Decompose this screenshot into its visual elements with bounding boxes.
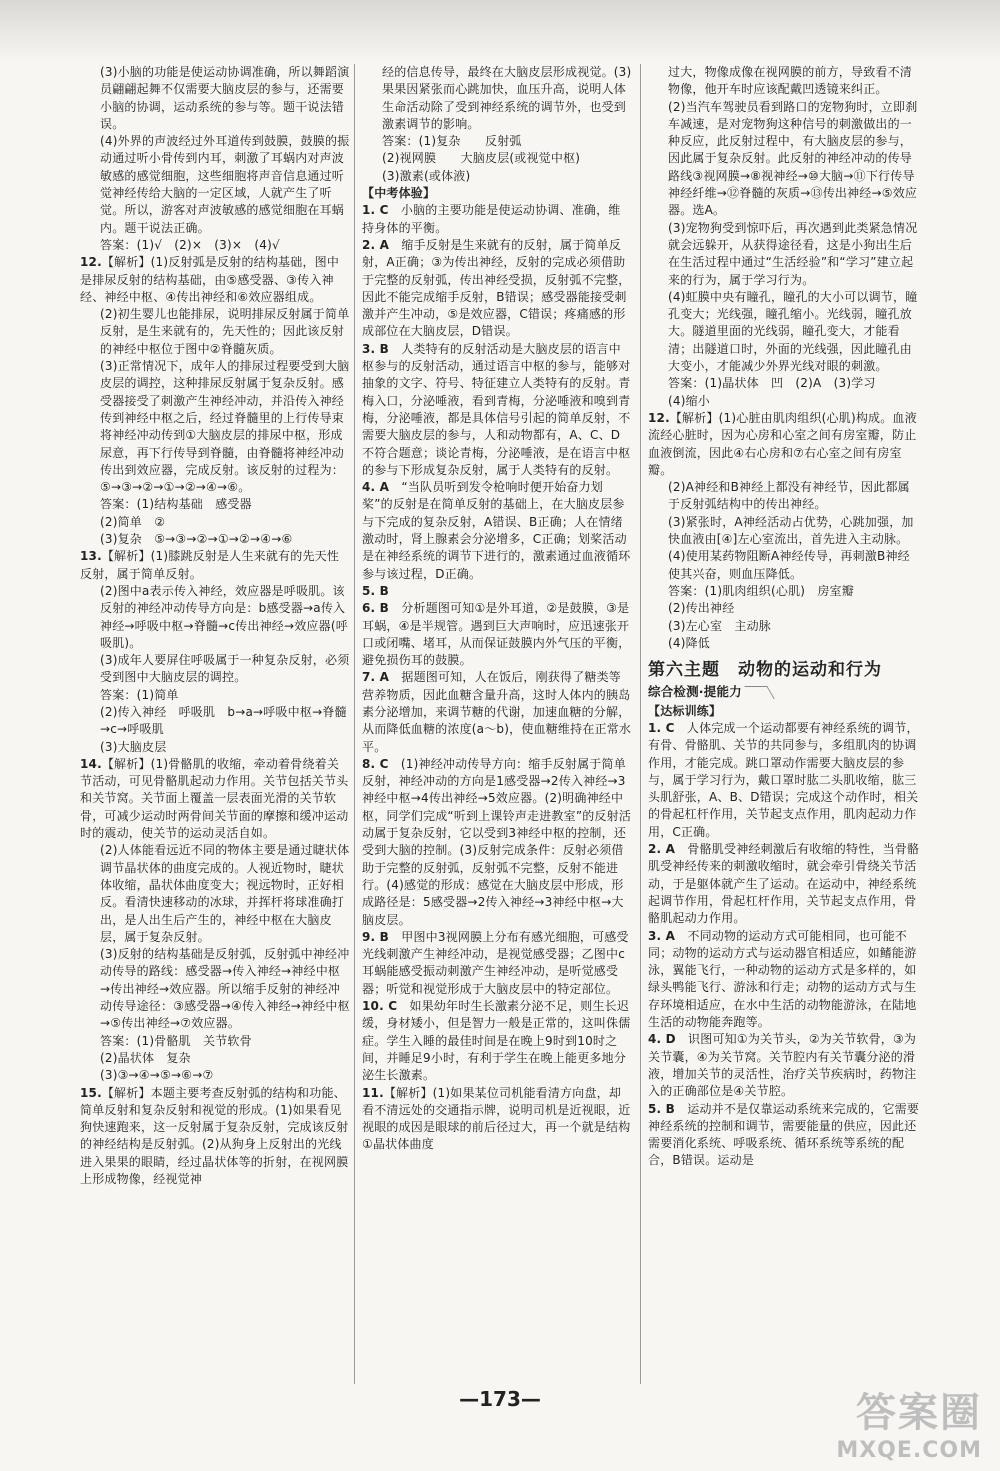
watermark [836,1381,982,1463]
paragraph-text: (2)简单 ② [100,514,166,529]
paragraph-text: (4)虹膜中央有瞳孔，瞳孔的大小可以调节，瞳孔变大；光线强，瞳孔缩小。光线弱，瞳孔放大。隧道里面的光线弱，瞳孔变大，才能看清；出隧道口时，外面的光线强，因此瞳孔由大变小，才能减少外界光线对眼的刺激。 [668,289,918,374]
question-number: 3. A [648,928,676,943]
paragraph-text: (2)视网膜 大脑皮层(或视觉中枢) [382,151,581,166]
answer-paragraph [80,237,350,254]
paragraph-text: (4)使用某药物阻断A神经传导，再刺激B神经使其兴奋，则血压降低。 [668,549,910,581]
paragraph-text: 答案：(1)复杂 反射弧 [382,134,522,149]
answer-paragraph [80,254,350,306]
question-number: 13. [80,549,102,564]
answer-paragraph [80,358,350,496]
answer-paragraph [362,1085,632,1154]
paragraph-text: (2)图中a表示传入神经，效应器是呼吸肌。该反射的神经冲动传导方向是：b感受器→a传入神经→呼吸中枢→脊髓→c传出神经→效应器(呼吸肌)。 [100,583,348,650]
paragraph-text: 答案：(1)肌肉组织(心肌) 房室瓣 [668,583,854,598]
paragraph-text: 人体完成一个运动都要有神经系统的调节，有骨、骨骼肌、关节的共同参与，多组肌肉的协调作用，才能完成。跳口罩动作需要大脑皮层的参与，属于学习行为，戴口罩时肱二头肌收缩，肱三头肌舒张，A、B、D错误；完成这个动作时，相关的骨起杠杆作用，关节起支点作用，肌肉起动力作用，C正确。 [648,720,919,839]
answer-paragraph [80,842,350,946]
question-number: 11. [362,1085,384,1100]
answer-paragraph [648,393,920,410]
paragraph-text: 骨骼肌受神经刺激后有收缩的特性，当骨骼肌受神经传来的刺激收缩时，就会牵引骨绕关节活动，于是躯体就产生了运动。在运动中，神经系统起调节作用，骨起杠杆作用，关节起支点作用，骨骼肌起动力作用。 [648,842,920,926]
answer-paragraph [648,600,920,617]
answer-paragraph [362,998,632,1084]
answer-paragraph [648,1101,920,1170]
answer-paragraph [80,652,350,687]
paragraph-text: 答案：(1)骨骼肌 关节软骨 [100,1033,252,1048]
answer-paragraph [362,202,632,237]
answer-paragraph [80,946,350,1032]
paragraph-text: (4)外界的声波经过外耳道传到鼓膜，鼓膜的振动通过听小骨传到内耳，刺激了耳蜗内对声波敏感的感觉细胞，这些细胞将声音信息通过听觉神经传给大脑的一定区域，人就产生了听觉。所以，游客对声波敏感的感觉细胞在耳蜗内。题干说法正确。 [100,134,350,235]
answer-paragraph [648,99,920,220]
question-number: 15. [80,1085,102,1100]
paragraph-text: 小脑的主要功能是使运动协调、准确，维持身体的平衡。 [362,203,621,235]
paragraph-text: 【解析】本题主要考查反射弧的结构和功能、简单反射和复杂反射和视觉的形成。(1)如果看见狗快速跑来，这一反射属于复杂反射，完成该反射的神经结构是反射弧。(2)从狗身上反射出的光线进入果果的眼睛，经过晶状体等的折射，在视网膜上形成物像，经视觉神 [80,1085,349,1186]
answer-paragraph [80,1033,350,1050]
right-column-answers [648,64,920,652]
question-number: 12. [80,255,102,270]
answer-paragraph [362,583,632,600]
answer-paragraph [80,704,350,739]
answer-paragraph [362,133,632,150]
right-column-exercises [648,720,920,1170]
answer-paragraph [362,756,632,929]
paragraph-text: (4)降低 [668,635,710,650]
answer-paragraph [362,237,632,341]
page-header-shade [0,0,1000,62]
subtitle-text: 综合检测·提能力 [648,684,742,700]
answer-paragraph [648,375,920,392]
paragraph-text: 【解析】(1)骨骼肌的收缩，牵动着骨绕着关节活动，可见骨骼肌起动力作用。关节包括关节头和关节窝。关节面上覆盖一层表面光滑的关节软骨，可减少运动时两骨间关节面的摩擦和缓冲运动时的震动，使关节的运动灵活自如。 [80,756,349,841]
answer-paragraph [648,514,920,549]
paragraph-text: 【解析】(1)如果某位司机能看清方向盘，却看不清远处的交通指示牌，说明司机是近视眼，近视眼的成因是眼球的前后径过大，再一个就是结构①晶状体曲度 [362,1085,631,1152]
paragraph-text: 【解析】(1)心脏由肌肉组织(心肌)构成。血液流经心脏时，因为心房和心室之间有房室瓣，防止血液倒流，因此④右心房和⑦右心室之间有房室瓣。 [648,410,917,477]
answer-paragraph [648,1031,920,1100]
paragraph-text: 缩手反射是生来就有的反射，属于简单反射，A正确；③为传出神经，反射的完成必须借助于完整的反射弧，传出神经受损，反射弧不完整，因此不能完成缩手反射，B错误；感受器能接受刺激并产生冲动，⑤是效应器，C错误；疼痛感的形成部位在大脑皮层，D错误。 [362,237,631,339]
paragraph-text: (3)复杂 ⑤→③→②→①→②→④→⑥ [100,532,293,547]
question-number: 8. C [362,756,389,771]
answer-paragraph [648,548,920,583]
answer-paragraph [648,720,920,841]
answer-paragraph [362,669,632,755]
question-number: 14. [80,756,102,771]
column-middle [362,64,632,1154]
answer-paragraph [80,306,350,358]
question-number: 6. B [362,601,390,616]
answer-paragraph [362,341,632,479]
paragraph-text: 甲图中3视网膜上分布有感光细胞，可感受光线刺激产生神经冲动，是视觉感受器；乙图中c耳蜗能感受振动刺激产生神经冲动，是听觉感受器；听觉和视觉形成于大脑皮层中的特定部位。 [362,929,629,996]
paragraph-text: (2)初生婴儿也能排尿，说明排尿反射属于简单反射，是生来就有的，先天性的；因此该反射的神经中枢位于图中②脊髓灰质。 [100,307,350,356]
answer-paragraph [648,618,920,635]
question-number: 7. A [362,670,390,685]
question-number: 2. A [362,237,390,252]
question-number: 1. C [648,720,675,735]
paragraph-text: 不同动物的运动方式可能相同，也可能不同；动物的运动方式与运动器官相适应，如鳍能游泳，翼能飞行，一种动物的运动方式是多样的，如绿头鸭能飞行、游泳和行走；动物的运动方式与生存环境相适应，在水中生活的动物能游泳，在陆地生活的动物能奔跑等。 [648,928,917,1030]
answer-paragraph [648,841,920,927]
paragraph-text: (2)当汽车驾驶员看到路口的宠物狗时，立即刹车减速，是对宠物狗这种信号的刺激做出的一种反应，此反射过程中，有大脑皮层的参与，因此属于复杂反射。此反射的神经冲动的传导路线③视网膜→⑧视神经→⑩大脑→⑪下行传导神经纤维→⑫脊髓的灰质→⑬传出神经→⑤效应器。选A。 [668,99,918,218]
question-number: 5. B [648,1101,676,1116]
answer-paragraph [362,150,632,167]
paragraph-text: 过大，物像成像在视网膜的前方，导致看不清物像，他开车时应该配戴凹透镜来纠正。 [668,65,913,97]
paragraph-text: (3)小脑的功能是使运动协调准确，所以舞蹈演员翩翩起舞不仅需要大脑皮层的参与，还需要小脑的协调，运动系统的参与等。题干说法错误。 [100,65,350,131]
question-number: 10. C [362,999,398,1014]
paragraph-text: (3)③→④→⑤→⑥→⑦ [100,1068,214,1083]
answer-paragraph [648,410,920,479]
answer-paragraph [80,739,350,756]
section-subtitle [648,683,920,700]
sub-heading: 【达标训练】 [648,703,722,718]
answer-paragraph [80,1067,350,1084]
answer-paragraph [648,220,920,289]
answer-paragraph [80,756,350,842]
paragraph-text: (2)A神经和B神经上都没有神经节，因此都属于反射弧结构中的传出神经。 [668,480,910,512]
answer-paragraph [80,496,350,513]
question-number: 2. A [648,842,676,857]
paragraph-text: “当队员听到发令枪响时便开始奋力划桨”的反射是在简单反射的基础上，在大脑皮层参与下完成的复杂反射，A错误、B正确；人在情绪激动时，肾上腺素会分泌增多，C正确；划桨活动是在神经系统的调节下进行的，激素通过血液循环参与该过程，D正确。 [362,480,631,581]
question-number: 12. [648,410,670,425]
answer-paragraph [80,548,350,583]
paragraph-text: (3)大脑皮层 [100,739,167,754]
paragraph-text: 答案：(1)结构基础 感受器 [100,497,252,512]
paragraph-text: (2)晶状体 复杂 [100,1050,191,1065]
paragraph-text: (1)神经冲动传导方向：缩手反射属于简单反射，神经冲动的方向是1感受器→2传入神经→3神经中枢→4传出神经→5效应器。(2)明确神经中枢，同学们完成“听到上课铃声走进教室”的反射活动属于复杂反射，它以受到3神经中枢的控制，还受到大脑的控制。(3)反射完成条件：反射必须借助于完整的反射弧，反射弧不完整，反射不能进行。(4)感觉的形成：感觉在大脑皮层中形成，形成路径是：5感受器→2传入神经→3神经中枢→大脑皮层。 [362,756,632,927]
question-number: 5. B [362,583,390,598]
column-divider [640,64,641,1384]
paragraph-text: 答案：(1)晶状体 凹 (2)A (3)学习 [668,376,876,391]
question-number: 4. A [362,480,390,495]
paragraph-text: 经的信息传导，最终在大脑皮层形成视觉。(3)果果因紧张而心跳加快，血压升高，说明人体生命活动除了受到神经系统的调节外，也受到激素调节的影响。 [382,65,632,131]
paragraph-text: 【解析】(1)反射弧是反射的结构基础，图中是排尿反射的结构基础，由⑤感受器、③传入神经、神经中枢、④传出神经和⑥效应器组成。 [80,255,340,304]
answer-paragraph [648,289,920,375]
watermark-logo: 答案圈 [856,1390,982,1436]
answer-paragraph [80,1085,350,1189]
question-number: 1. C [362,203,389,218]
paragraph-text: (3)反射的结构基础是反射弧，反射弧中神经冲动传导的路线：感受器→传入神经→神经中枢→传出神经→效应器。所以缩手反射的神经冲动传导途径：③感受器→④传入神经→神经中枢→⑤传出神经→⑦效应器。 [100,947,350,1031]
answer-paragraph [80,687,350,704]
paragraph-text: (3)左心室 主动脉 [668,618,771,633]
answer-paragraph [648,928,920,1032]
answer-paragraph [648,635,920,652]
paragraph-text: 如果幼年时生长激素分泌不足，则生长迟缓，身材矮小，但是智力一般是正常的，这叫侏儒症。学生入睡的最佳时间是在晚上9时到10时之间，并睡足9小时，有利于学生在晚上能更多地分泌生长激素。 [362,999,631,1083]
paragraph-text: 识图可知①为关节头，②为关节软骨，③为关节囊，④为关节窝。关节腔内有关节囊分泌的滑液，增加关节的灵活性，治疗关节疾病时，药物注入的正确部位是④关节腔。 [648,1032,917,1099]
paragraph-text: 答案：(1)√ (2)× (3)× (4)√ [100,237,280,252]
paragraph-text: 分析题图可知①是外耳道，②是鼓膜，③是耳蜗，④是半规管。遇到巨大声响时，应迅速张开口或闭嘴、堵耳，从而保证鼓膜内外气压的平衡，避免损伤耳的鼓膜。 [362,601,631,668]
page-number: —173— [459,1387,541,1411]
paragraph-text: 据题图可知，人在饭后，刚获得了糖类等营养物质，因此血糖含量升高，这时人体内的胰岛素分泌增加，来调节糖的代谢，加速血糖的分解，从而降低血糖的浓度(a～b)，使血糖维持在正常水平。 [362,670,632,754]
question-number: 9. B [362,929,390,944]
answer-paragraph [80,133,350,237]
answer-paragraph [362,479,632,583]
answer-paragraph [362,168,632,185]
answer-paragraph [362,929,632,998]
section-heading [362,185,632,202]
paragraph-text: (3)成年人要屏住呼吸属于一种复杂反射，必须受到图中大脑皮层的调控。 [100,653,350,685]
paragraph-text: 答案：(1)简单 [100,687,179,702]
column-right [648,64,920,1170]
paragraph-text: 运动并不是仅靠运动系统来完成的，它需要神经系统的控制和调节，需要能量的供应，因此还需要消化系统、呼吸系统、循环系统等系统的配合，B错误。运动是 [648,1101,920,1168]
answer-paragraph [362,64,632,133]
answer-paragraph [80,514,350,531]
paragraph-text: (2)传出神经 [668,601,735,616]
answer-paragraph [648,583,920,600]
paragraph-text: 人类特有的反射活动是大脑皮层的语言中枢参与的反射活动，通过语言中枢的参与，能够对抽象的文字、符号、特征建立人类特有的反射。青梅入口，分泌唾液，看到青梅，分泌唾液和嗅到青梅，分泌唾液，都是具体信号引起的简单反射，不需要大脑皮层的参与，人和动物都有，A、C、D不符合题意；谈论青梅，分泌唾液，是在语言中枢的参与下形成复杂反射，属于人类特有的反射。 [362,341,631,477]
answer-paragraph [80,1050,350,1067]
paragraph-text: (3)正常情况下，成年人的排尿过程要受到大脑皮层的调控，这种排尿反射属于复杂反射。感受器接受了刺激产生神经冲动，并沿传入神经传到神经中枢之后，经过脊髓里的上行传导束将神经冲动传到①大脑皮层的排尿中枢，形成尿意，再下行传导到脊髓，由脊髓将神经冲动传出到效应器，完成反射。该反射的过程为：⑤→③→②→①→②→④→⑥。 [100,359,350,495]
answer-paragraph [648,479,920,514]
paragraph-text: (4)缩小 [668,393,710,408]
watermark-url: MXQE.COM [836,1438,982,1463]
answer-paragraph [80,531,350,548]
answer-paragraph [648,64,920,99]
paragraph-text: (3)激素(或体液) [382,168,471,183]
section-title: 第六主题 动物的运动和行为 [648,660,882,681]
paragraph-text: (2)人体能看远近不同的物体主要是通过睫状体调节晶状体的曲度完成的。人视近物时，睫状体收缩，晶状体曲度变大；视远物时，正好相反。看清快速移动的冰球，并挥杆将球准确打出，是人出生后产生的，神经中枢在大脑皮层，属于复杂反射。 [100,843,350,944]
question-number: 3. B [362,341,390,356]
answer-paragraph [362,600,632,669]
column-divider [354,64,355,1384]
answer-paragraph [80,64,350,133]
answer-paragraph [80,583,350,652]
paragraph-text: (2)传入神经 呼吸肌 b→a→呼吸中枢→脊髓→c→呼吸肌 [100,704,347,737]
column-left [80,64,350,1188]
paragraph-text: (3)紧张时，A神经活动占优势，心跳加强，加快血液由[④]左心室流出，首先进入主动脉。 [668,514,914,547]
chevron-decoration-icon [744,686,775,699]
paragraph-text: (3)宠物狗受到惊吓后，再次遇到此类紧急情况就会远躲开，从获得途径看，这是小狗出生后在生活过程中通过“生活经验”和“学习”建立起来的行为，属于学习行为。 [668,220,918,287]
question-number: 4. D [648,1032,676,1047]
paragraph-text: 【中考体验】 [362,186,436,201]
paragraph-text: 【解析】(1)膝跳反射是人生来就有的先天性反射，属于简单反射。 [80,549,340,581]
